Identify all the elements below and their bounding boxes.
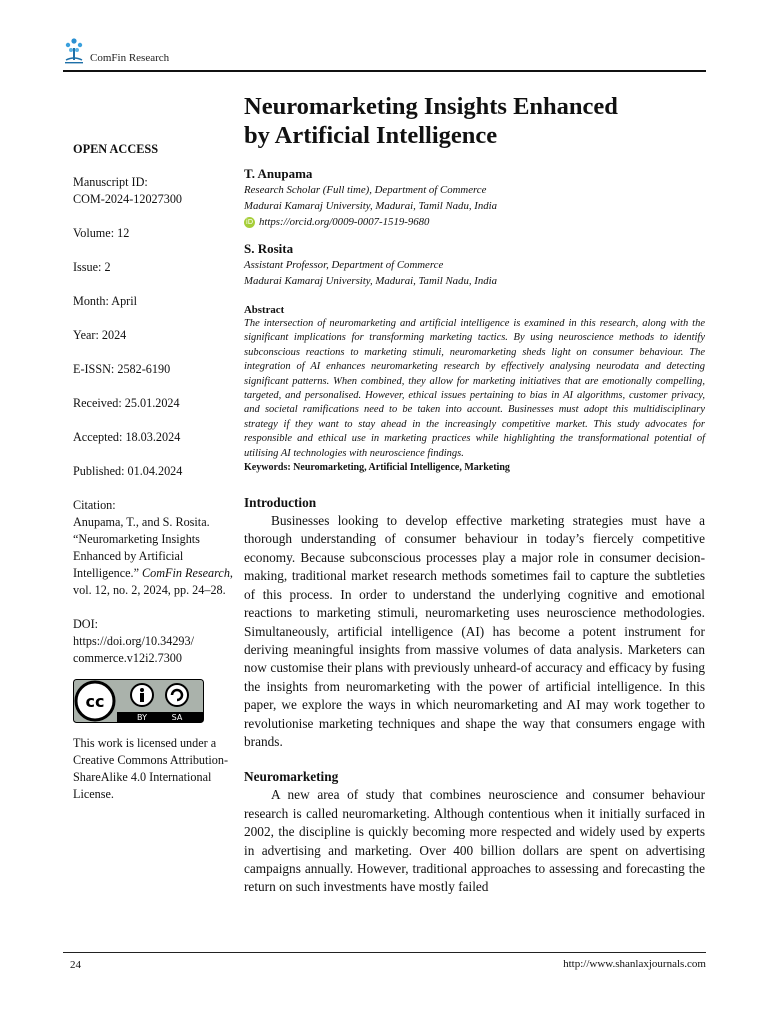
orcid-link[interactable]: https://orcid.org/0009-0007-1519-9680 [259, 216, 430, 228]
volume: Volume: 12 [73, 226, 130, 240]
header-rule [63, 70, 706, 72]
citation: Citation: Anupama, T., and S. Rosita. “Neuromarketing Insights Enhanced by Artificial Intelligence.” ComFin Research, vol. 12, no. 2, 2024, pp. 24–28. [73, 498, 233, 597]
abstract-text: The intersection of neuromarketing and artificial intelligence is examined in this research, along with the significant implications for transforming marketing tactics. By using neuroscience methods to identify subconscious reactions to marketing stimuli, neuromarketing sheds light on consumer behaviour. The integration of AI enhances neuromarketing research by effectively analysing neurodata and detecting significant patterns. When combined, they allow for marketing initiatives that are emotionally compelling, targeted, and personalised. However, ethical issues pertaining to bias in AI algorithms, customer privacy, and societal ramifications need to be taken into account. Businesses must adopt this multidisciplinary strategy if they want to stay ahead in the increasingly competitive market. This study advocates for responsible and ethical use in marketing practices while highlighting the transformational potential of utilising AI technologies with neuroscience findings. [244, 318, 705, 459]
author-affiliation: Madurai Kamaraj University, Madurai, Tamil Nadu, India [244, 275, 498, 287]
doi: DOI: https://doi.org/10.34293/ commerce.v12i2.7300 [73, 616, 235, 667]
article-title: Neuromarketing Insights Enhanced by Artificial Intelligence [244, 93, 618, 149]
doi-link-cont[interactable]: commerce.v12i2.7300 [73, 651, 182, 665]
author-name: T. Anupama [244, 166, 313, 181]
cc-by-sa-license-badge[interactable] [73, 679, 204, 723]
author-affiliation: Madurai Kamaraj University, Madurai, Tamil Nadu, India [244, 200, 498, 212]
comfin-logo-icon [63, 36, 85, 66]
cc-by-label: BY [137, 713, 147, 722]
abstract-heading: Abstract [244, 304, 285, 316]
doi-link[interactable]: https://doi.org/10.34293/ [73, 634, 194, 648]
journal-brand: ComFin Research [90, 52, 170, 64]
received-date: Received: 25.01.2024 [73, 396, 180, 410]
section-paragraph: A new area of study that combines neuroscience and consumer behaviour research is called neuromarketing. Although contentious when it initially surfaced in 2002, the discipline is quickly becoming more respected and widely used by experts in advertising and marketing. Over 400 billion dollars are spent on advertising campaigns annually. However, traditional approaches to assessing and forecasting the return on such investments have mostly failed [244, 787, 705, 895]
page-number: 24 [70, 959, 81, 971]
article-info-sidebar [73, 141, 235, 803]
issue: Issue: 2 [73, 260, 111, 274]
month: Month: April [73, 294, 137, 308]
published-date: Published: 01.04.2024 [73, 464, 183, 478]
section-heading-neuromarketing: Neuromarketing [244, 769, 339, 785]
author-name: S. Rosita [244, 241, 294, 256]
manuscript-id: Manuscript ID: COM-2024-12027300 [73, 175, 183, 206]
citation-journal: ComFin Research [142, 566, 230, 580]
eissn: E-ISSN: 2582-6190 [73, 362, 171, 376]
orcid-icon: iD [245, 217, 254, 226]
svg-text:cc: cc [85, 692, 105, 711]
author-block [244, 166, 705, 230]
article-main [244, 92, 705, 897]
author-affiliation: Assistant Professor, Department of Commerce [244, 259, 444, 271]
author-affiliation: Research Scholar (Full time), Department of Commerce [244, 184, 487, 196]
year: Year: 2024 [73, 328, 127, 342]
section-heading-introduction: Introduction [244, 495, 317, 511]
cc-sa-label: SA [171, 713, 183, 722]
accepted-date: Accepted: 18.03.2024 [73, 430, 181, 444]
section-paragraph: Businesses looking to develop effective marketing strategies must have a thorough understanding of consumer behaviour in today’s fiercely competitive economy. Because subconscious processes play a major role in consumer decision-making, traditional market research methods sometimes fail to capture the subtleties of this process. In order to understand the underlying cognitive and emotional reactions to marketing stimuli, neuromarketing uses neuroscience methodologies. Simultaneously, artificial intelligence (AI) has become a potent instrument for deriving meaningful insights from massive volumes of data analysis. Marketers can now customise their plans with previously unheard-of accuracy and efficacy by fusing the insights from neuromarketing with the power of artificial intelligence. In this paper, we explore the ways in which neuromarketing and AI may work together to revolutionise marketing techniques and shape the way that consumers engage with brands. [244, 513, 705, 749]
orcid-row [244, 214, 705, 230]
keywords: Keywords: Neuromarketing, Artificial Intelligence, Marketing [244, 462, 510, 474]
footer-rule [63, 952, 706, 953]
open-access-label: OPEN ACCESS [73, 142, 159, 156]
journal-url[interactable]: http://www.shanlaxjournals.com [563, 958, 706, 970]
license-text: This work is licensed under a Creative Commons Attribution-ShareAlike 4.0 International License. [73, 736, 229, 801]
author-block [244, 241, 705, 289]
journal-header [63, 36, 706, 70]
